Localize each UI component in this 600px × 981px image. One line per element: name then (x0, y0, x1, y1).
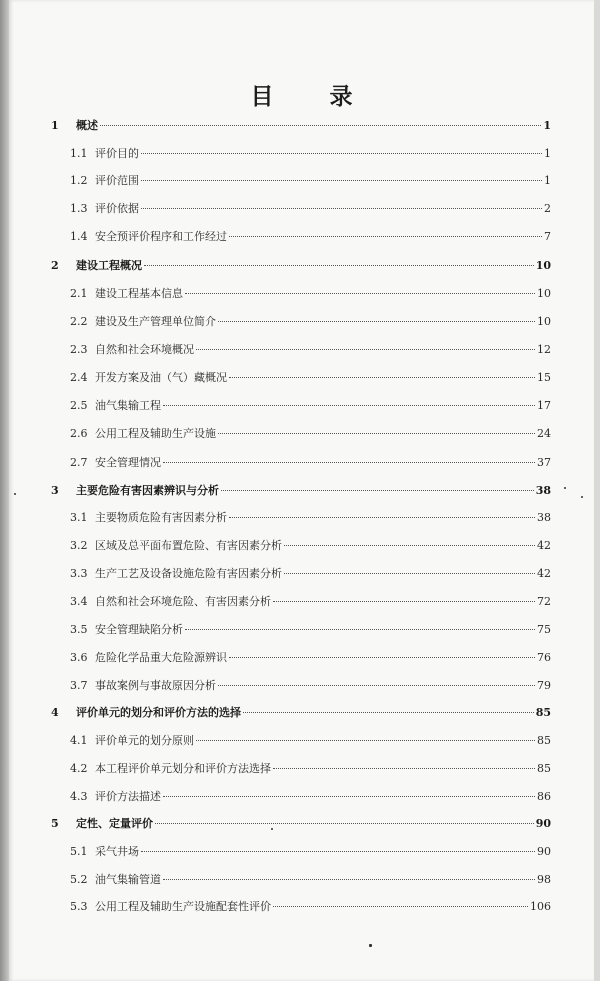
toc-section-entry (70, 229, 551, 245)
toc-section-entry (70, 622, 551, 638)
dot-leader (163, 404, 535, 406)
dot-leader (243, 711, 534, 713)
toc-title: 事故案例与事故原因分析 (95, 679, 216, 692)
toc-page-number: 2 (544, 202, 551, 215)
toc-section-entry (70, 899, 551, 915)
scan-speck (369, 944, 372, 947)
dot-leader (284, 544, 535, 546)
dot-leader (284, 572, 535, 574)
toc-number: 1 (51, 119, 59, 132)
dot-leader (229, 376, 535, 378)
toc-title: 评价依据 (95, 202, 139, 215)
dot-leader (196, 739, 535, 741)
toc-section-entry (70, 538, 551, 554)
toc-page-number: 1 (544, 147, 551, 160)
toc-title: 自然和社会环境概况 (95, 343, 194, 356)
toc-section-entry (70, 370, 551, 386)
dot-leader (163, 461, 535, 463)
scan-speck (564, 487, 566, 489)
toc-page-number: 90 (535, 817, 551, 830)
scan-speck (14, 493, 16, 495)
toc-number: 4.3 (70, 790, 88, 803)
dot-leader (273, 767, 535, 769)
toc-page-number: 86 (537, 790, 551, 803)
toc-section-entry (70, 761, 551, 777)
dot-leader (218, 320, 535, 322)
toc-page-number: 15 (537, 371, 551, 384)
toc-title: 油气集输工程 (95, 399, 161, 412)
dot-leader (185, 292, 535, 294)
toc-section-entry (70, 426, 551, 442)
dot-leader (218, 432, 535, 434)
toc-title: 主要物质危险有害因素分析 (95, 511, 227, 524)
toc-title: 安全管理情况 (95, 456, 161, 469)
dot-leader (196, 348, 535, 350)
toc-page-number: 7 (544, 230, 551, 243)
dot-leader (100, 124, 541, 126)
toc-title: 安全管理缺陷分析 (95, 623, 183, 636)
toc-title: 建设工程概况 (76, 259, 142, 272)
toc-section-entry (70, 314, 551, 330)
toc-number: 2.2 (70, 315, 88, 328)
document-page (9, 0, 594, 981)
toc-section-entry (70, 146, 551, 162)
toc-section-entry (70, 510, 551, 526)
toc-title: 危险化学品重大危险源辨识 (95, 651, 227, 664)
toc-title: 建设工程基本信息 (95, 287, 183, 300)
toc-number: 3.1 (70, 511, 88, 524)
dot-leader (141, 152, 542, 154)
toc-title: 公用工程及辅助生产设施 (95, 427, 216, 440)
toc-section-entry (70, 789, 551, 805)
toc-page-number: 85 (537, 734, 551, 747)
toc-section-entry (70, 201, 551, 217)
toc-page-number: 42 (537, 539, 551, 552)
toc-page-number: 38 (535, 484, 551, 497)
toc-title: 采气井场 (95, 845, 139, 858)
toc-title: 评价单元的划分和评价方法的选择 (76, 706, 241, 719)
toc-page-number: 1 (544, 174, 551, 187)
toc-title: 安全预评价程序和工作经过 (95, 230, 227, 243)
toc-page-number: 10 (537, 287, 551, 300)
toc-number: 1.2 (70, 174, 88, 187)
toc-section-entry (70, 173, 551, 189)
toc-page-number: 106 (530, 900, 551, 913)
toc-title: 主要危险有害因素辨识与分析 (76, 484, 219, 497)
toc-page-number: 72 (537, 595, 551, 608)
toc-chapter-entry (51, 816, 551, 832)
toc-number: 4.2 (70, 762, 88, 775)
toc-page-number: 76 (537, 651, 551, 664)
toc-number: 3 (51, 484, 59, 497)
toc-number: 1.3 (70, 202, 88, 215)
toc-number: 3.2 (70, 539, 88, 552)
toc-page-number: 38 (537, 511, 551, 524)
toc-title: 本工程评价单元划分和评价方法选择 (95, 762, 271, 775)
toc-section-entry (70, 650, 551, 666)
toc-section-entry (70, 566, 551, 582)
toc-number: 4 (51, 706, 59, 719)
toc-page-number: 98 (537, 873, 551, 886)
toc-section-entry (70, 286, 551, 302)
toc-title: 概述 (76, 119, 98, 132)
toc-chapter-entry (51, 705, 551, 721)
toc-page-number: 42 (537, 567, 551, 580)
toc-chapter-entry (51, 118, 551, 134)
toc-number: 5.2 (70, 873, 88, 886)
toc-page-number: 24 (537, 427, 551, 440)
dot-leader (221, 489, 534, 491)
toc-section-entry (70, 398, 551, 414)
dot-leader (185, 628, 535, 630)
toc-title: 评价单元的划分原则 (95, 734, 194, 747)
toc-number: 3.3 (70, 567, 88, 580)
toc-number: 2.7 (70, 456, 88, 469)
dot-leader (155, 822, 534, 824)
toc-title: 开发方案及油（气）藏概况 (95, 371, 227, 384)
toc-page-number: 79 (537, 679, 551, 692)
toc-page-number: 17 (537, 399, 551, 412)
toc-number: 3.6 (70, 651, 88, 664)
toc-number: 5 (51, 817, 59, 830)
scan-speck (581, 496, 583, 498)
dot-leader (163, 795, 535, 797)
toc-page-number: 10 (537, 315, 551, 328)
dot-leader (141, 207, 542, 209)
toc-section-entry (70, 872, 551, 888)
toc-page-number: 12 (537, 343, 551, 356)
toc-page-number: 85 (535, 706, 551, 719)
toc-chapter-entry (51, 258, 551, 274)
dot-leader (229, 656, 535, 658)
toc-title: 油气集输管道 (95, 873, 161, 886)
dot-leader (229, 235, 542, 237)
dot-leader (218, 684, 535, 686)
page-title: 目 录 (250, 83, 377, 110)
toc-page-number: 75 (537, 623, 551, 636)
toc-number: 2.1 (70, 287, 88, 300)
toc-page-number: 1 (543, 119, 551, 132)
dot-leader (273, 905, 528, 907)
toc-number: 1.4 (70, 230, 88, 243)
dot-leader (163, 878, 535, 880)
toc-number: 5.1 (70, 845, 88, 858)
toc-title: 评价目的 (95, 147, 139, 160)
toc-number: 1.1 (70, 147, 88, 160)
toc-title: 自然和社会环境危险、有害因素分析 (95, 595, 271, 608)
toc-number: 2.3 (70, 343, 88, 356)
toc-title: 评价方法描述 (95, 790, 161, 803)
toc-title: 生产工艺及设备设施危险有害因素分析 (95, 567, 282, 580)
toc-number: 5.3 (70, 900, 88, 913)
toc-number: 3.5 (70, 623, 88, 636)
dot-leader (144, 264, 534, 266)
scan-binding-edge (0, 0, 9, 981)
toc-page-number: 10 (535, 259, 551, 272)
toc-number: 2.6 (70, 427, 88, 440)
toc-title: 公用工程及辅助生产设施配套性评价 (95, 900, 271, 913)
toc-title: 区域及总平面布置危险、有害因素分析 (95, 539, 282, 552)
toc-page-number: 90 (537, 845, 551, 858)
toc-number: 3.4 (70, 595, 88, 608)
toc-title: 评价范围 (95, 174, 139, 187)
toc-number: 2.4 (70, 371, 88, 384)
toc-number: 3.7 (70, 679, 88, 692)
toc-chapter-entry (51, 483, 551, 499)
scan-speck (271, 828, 273, 830)
toc-section-entry (70, 844, 551, 860)
toc-section-entry (70, 594, 551, 610)
dot-leader (141, 179, 542, 181)
dot-leader (229, 516, 535, 518)
toc-title: 建设及生产管理单位简介 (95, 315, 216, 328)
toc-section-entry (70, 678, 551, 694)
toc-page-number: 37 (537, 456, 551, 469)
dot-leader (141, 850, 535, 852)
toc-number: 2.5 (70, 399, 88, 412)
toc-page-number: 85 (537, 762, 551, 775)
toc-number: 4.1 (70, 734, 88, 747)
toc-section-entry (70, 455, 551, 471)
toc-section-entry (70, 342, 551, 358)
toc-section-entry (70, 733, 551, 749)
toc-number: 2 (51, 259, 59, 272)
dot-leader (273, 600, 535, 602)
toc-title: 定性、定量评价 (76, 817, 153, 830)
